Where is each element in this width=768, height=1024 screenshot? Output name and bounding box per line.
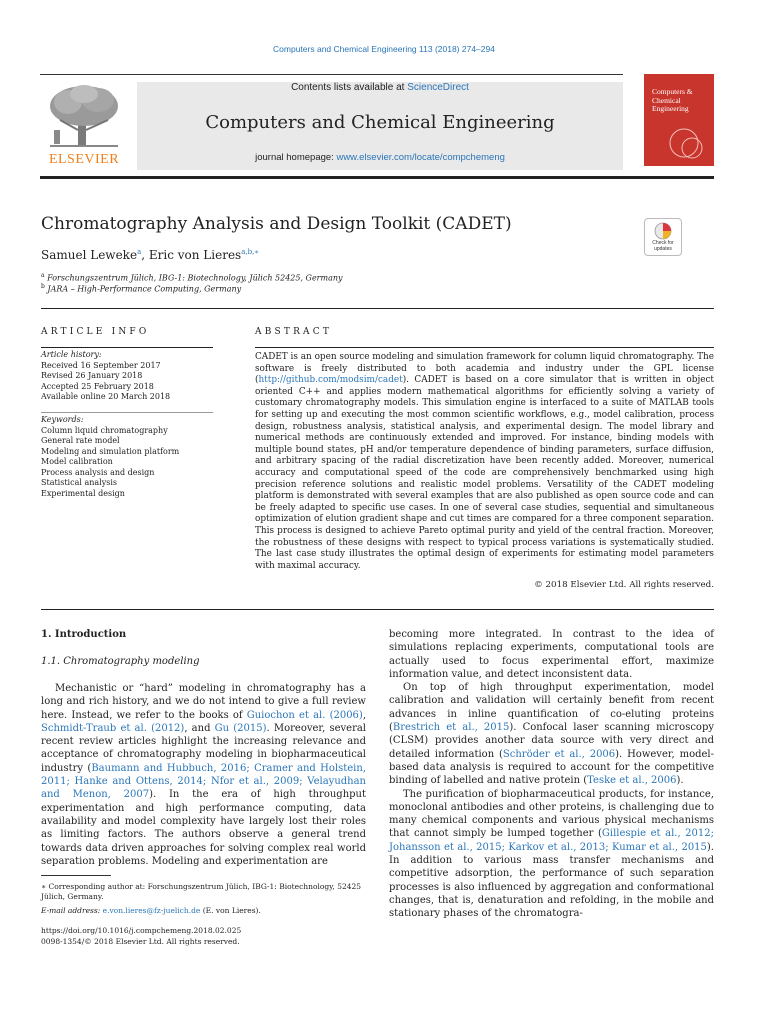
body-text: Mechanistic or “hard” modeling in chromatography has a long and rich history, and we do not intend to give a full review here. Instead, we refer to the books of bbox=[41, 683, 366, 721]
citation-link[interactable]: Brestrich et al., 2015 bbox=[392, 722, 510, 734]
tree-icon bbox=[40, 80, 128, 152]
author-line bbox=[41, 248, 259, 262]
section-heading: 1. Introduction bbox=[41, 629, 127, 640]
abstract-heading: ABSTRACT bbox=[255, 327, 333, 337]
body-text: , and bbox=[184, 722, 215, 734]
abstract-copyright: © 2018 Elsevier Ltd. All rights reserved. bbox=[534, 580, 714, 590]
affil-text: Forschungszentrum Jülich, IBG-1: Biotechnology, Jülich 52425, Germany bbox=[47, 273, 343, 283]
issn-line: 0098-1354/© 2018 Elsevier Ltd. All rights reserved. bbox=[41, 937, 240, 946]
keyword-item: General rate model bbox=[41, 436, 120, 445]
info-rule bbox=[41, 347, 213, 348]
badge-label: Check for updates bbox=[652, 240, 674, 252]
check-for-updates-badge[interactable] bbox=[644, 218, 682, 256]
email-note bbox=[41, 906, 366, 916]
body-text: ). bbox=[676, 775, 684, 787]
citation-link[interactable]: Gillespie et al., 2012; Johansson et al., 2015; Karkov et al., 2013; Kumar et al., 2015 bbox=[389, 828, 714, 853]
abstract-text bbox=[255, 352, 714, 572]
header-divider bbox=[40, 176, 714, 179]
info-rule bbox=[41, 412, 213, 413]
intro-left-column bbox=[41, 682, 366, 868]
journal-citation[interactable]: Computers and Chemical Engineering 113 (2018) 274–294 bbox=[273, 44, 495, 54]
intro-right-column bbox=[389, 628, 714, 921]
body-text: On top of high throughput experimentation, model calibration and validation will certainly benefit from recent advances in inline quantification of co-eluting proteins ( bbox=[389, 682, 714, 734]
body-text: ). In the era of high throughput experimentation and high performance computing, data availability and model complexity have largely lost their roles as limiting factors. The authors observe a general trend towards data driven approaches for solving complex real world separation problems. Modeling and experimentation are bbox=[41, 789, 366, 867]
journal-title: Computers and Chemical Engineering bbox=[205, 112, 555, 133]
citation-link[interactable]: Gu (2015) bbox=[214, 722, 267, 734]
keyword-item: Process analysis and design bbox=[41, 467, 155, 477]
doi-link[interactable]: https://doi.org/10.1016/j.compchemeng.2018.02.025 bbox=[41, 926, 242, 935]
article-title: Chromatography Analysis and Design Toolkit (CADET) bbox=[41, 214, 512, 234]
history-item: Accepted 25 February 2018 bbox=[41, 381, 154, 391]
citation-link[interactable]: Baumann and Hubbuch, 2016; Cramer and Holstein, 2011; Hanke and Ottens, 2014; Nfor et al., 2009; Velayudhan and Menon, 2007 bbox=[41, 762, 366, 801]
corresponding-author-note bbox=[41, 882, 366, 902]
body-paragraph bbox=[389, 681, 714, 787]
homepage-prefix: journal homepage: bbox=[255, 152, 337, 163]
body-text: . Moreover, several recent review articles highlight the increasing relevance and acceptance of chromatography modeling in biopharmaceutical industry ( bbox=[41, 722, 367, 774]
citation-link[interactable]: Schröder et al., 2006 bbox=[502, 748, 616, 760]
keyword-item: Column liquid chromatography bbox=[41, 425, 168, 435]
history-item: Received 16 September 2017 bbox=[41, 360, 161, 370]
cover-title: Computers & Chemical Engineering bbox=[652, 87, 693, 113]
abstract-divider bbox=[41, 609, 714, 610]
history-item: Revised 26 January 2018 bbox=[41, 371, 143, 380]
citation-link[interactable]: Schmidt-Traub et al. (2012) bbox=[41, 722, 185, 734]
sciencedirect-link[interactable]: ScienceDirect bbox=[407, 82, 469, 93]
homepage-line bbox=[137, 152, 623, 163]
body-paragraph bbox=[389, 788, 714, 921]
keywords-label: Keywords: bbox=[41, 415, 84, 424]
update-icon bbox=[654, 222, 672, 240]
abstract-part: ). CADET is based on a core simulator that is written in object oriented C++ and applies modern mathematical algorithms for efficiently solving a variety of customary chromatography models. This simulation engine is interfaced to a suite of MATLAB tools for setting up and executing the most common scientific workflows, e.g., model calibration, process design, robustness analysis, statistical analysis, and experimental design. The model library and numerical methods are continuously extended and improved. For instance, binding models with multiple bound states, pH and/or temperature dependence of binding parameters, surface diffusion, and arbitrary spacing of the radial discretization have been recently added. Moreover, numerical accuracy and computational speed of the code are comprehensively benchmarked using high precision reference solutions and realistic model problems. Versatility of the CADET modeling platform is demonstrated with several examples that are also published as open source code and can be freely adapted to specific use cases. In one of several case studies, sequential and simultaneous optimization of elution gradient shape and cut times are compared for a three component separation. This process is designed to achieve Pareto optimal purity and yield of the central fraction. Moreover, the robustness of these designs with respect to typical process variations is systematically studied. The last case study illustrates the optimal design of experiments for estimating model parameters with maximal accuracy. bbox=[255, 375, 714, 571]
article-info-heading: ARTICLE INFO bbox=[41, 327, 150, 337]
body-text: ). In addition to various mass transfer mechanisms and competitive adsorption, the performance of such separation processes is also influenced by aggregation and conformational changes, that is, denaturation and refolding, in the mobile and stationary phases of the chromatogra- bbox=[389, 841, 714, 920]
author-separator: , bbox=[141, 248, 149, 262]
journal-cover bbox=[644, 74, 714, 166]
body-text: , bbox=[362, 709, 367, 721]
keywords bbox=[41, 415, 213, 499]
keyword-item: Modeling and simulation platform bbox=[41, 446, 180, 456]
footnote-text: Corresponding author at: Forschungszentrum Jülich, IBG-1: Biotechnology, 52425 Jülich, Germany. bbox=[41, 882, 362, 901]
affil-text: JARA – High-Performance Computing, Germany bbox=[47, 284, 242, 294]
title-divider bbox=[41, 308, 714, 309]
author-affil-mark[interactable]: a,b,∗ bbox=[241, 248, 260, 256]
header-rule bbox=[40, 74, 623, 75]
body-text: The purification of biopharmaceutical products, for instance, monoclonal antibodies and other proteins, is challenging due to many chemical components and various physical mechanisms that cannot simply be lumped together ( bbox=[389, 788, 714, 840]
author-name: Samuel Leweke bbox=[41, 248, 138, 262]
footnote-mark: ∗ bbox=[41, 882, 47, 891]
author-affil-mark[interactable]: a bbox=[137, 248, 142, 256]
abstract-rule bbox=[255, 347, 714, 348]
citation-link[interactable]: Teske et al., 2006 bbox=[587, 775, 677, 787]
homepage-link[interactable]: www.elsevier.com/locate/compchemeng bbox=[336, 152, 505, 163]
github-link[interactable]: http://github.com/modsim/cadet bbox=[258, 375, 403, 386]
abstract-part: CADET is an open source modeling and simulation framework for column liquid chromatography. The software is freely distributed to both academia and industry under the GPL license ( bbox=[255, 352, 714, 386]
body-text: ). Confocal laser scanning microscopy (CLSM) provides another data source with very direct and detailed information ( bbox=[389, 722, 714, 760]
body-paragraph: becoming more integrated. In contrast to the idea of simulations replacing experiments, computational tools are actually used to focus experimental effort, maximize information value, and detect inconsistent data. bbox=[389, 629, 714, 680]
footnote-rule bbox=[41, 875, 111, 876]
affiliation-b bbox=[41, 283, 241, 294]
history-item: Available online 20 March 2018 bbox=[41, 392, 171, 401]
email-link[interactable]: e.von.lieres@fz-juelich.de bbox=[102, 906, 201, 915]
body-text: ). However, model-based data analysis is required to account for the competitive binding of labelled and native protein ( bbox=[389, 748, 714, 787]
contents-line bbox=[137, 82, 623, 93]
keyword-item: Statistical analysis bbox=[41, 478, 118, 487]
citation-link[interactable]: Guiochon et al. (2006) bbox=[246, 709, 363, 721]
email-label: E-mail address: bbox=[41, 906, 103, 915]
affil-mark: b bbox=[41, 283, 45, 290]
author-name: Eric von Lieres bbox=[148, 248, 242, 262]
affil-mark: a bbox=[41, 272, 45, 279]
history-label: Article history: bbox=[41, 350, 102, 359]
footnote-text: (E. von Lieres). bbox=[200, 906, 261, 915]
affiliation-a bbox=[41, 272, 343, 283]
article-history bbox=[41, 350, 213, 403]
keyword-item: Experimental design bbox=[41, 488, 125, 498]
subsection-heading: 1.1. Chromatography modeling bbox=[41, 656, 200, 667]
contents-prefix: Contents lists available at bbox=[291, 82, 408, 93]
cover-graphic-icon bbox=[662, 124, 706, 162]
keyword-item: Model calibration bbox=[41, 457, 113, 466]
elsevier-wordmark: ELSEVIER bbox=[48, 152, 120, 167]
